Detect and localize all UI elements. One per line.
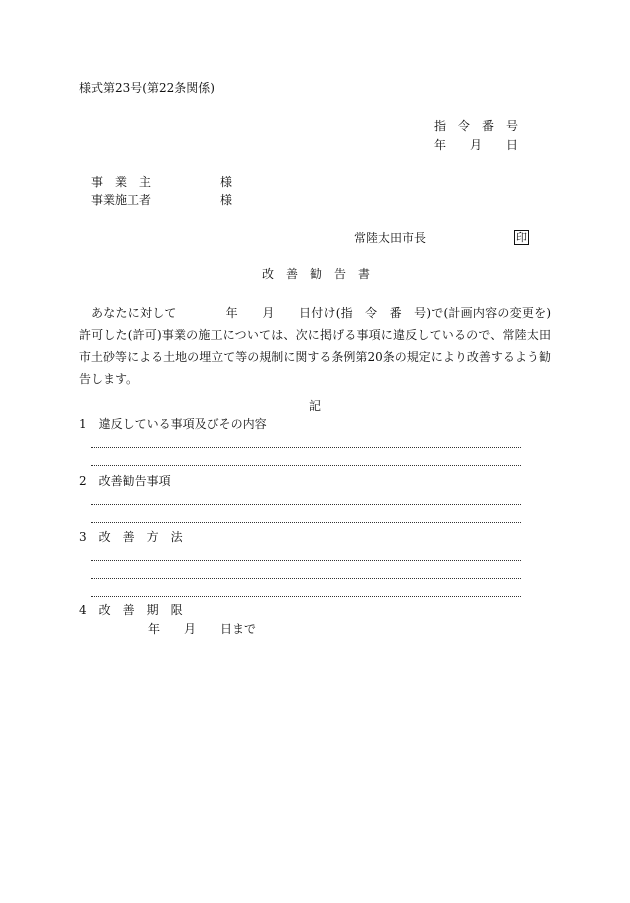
- deadline-date: 年 月 日まで: [148, 622, 257, 636]
- item-4-heading: 4 改 善 期 限: [79, 603, 183, 617]
- ki-heading: 記: [309, 399, 322, 413]
- item-3-line-3: [91, 596, 521, 597]
- form-number: 様式第23号(第22条関係): [79, 81, 215, 95]
- official-seal: [514, 230, 529, 245]
- business-owner-label: 事 業 主: [91, 175, 152, 189]
- contractor-honorific: 様: [220, 193, 233, 207]
- issuer-name: 常陸太田市長: [354, 231, 427, 245]
- item-2-line-2: [91, 522, 521, 523]
- directive-number-label: 指 令 番 号: [434, 119, 519, 133]
- item-2-line-1: [91, 504, 521, 505]
- item-2-heading: 2 改善勧告事項: [79, 474, 171, 488]
- item-1-heading: 1 違反している事項及びその内容: [79, 417, 267, 431]
- business-owner-honorific: 様: [220, 175, 233, 189]
- item-3-line-1: [91, 560, 521, 561]
- item-1-line-1: [91, 447, 521, 448]
- issue-date-label: 年 月 日: [434, 138, 519, 152]
- contractor-label: 事業施工者: [91, 193, 152, 207]
- item-3-line-2: [91, 578, 521, 579]
- document-title: 改 善 勧 告 書: [262, 267, 371, 281]
- body-paragraph: あなたに対して 年 月 日付け(指 令 番 号)で(計画内容の変更を)許可した(許可)事業の施工については、次に掲げる事項に違反しているので、常陸太田市土砂等による土地の埋立て等の規制に関する条例第20条の規定により改善するよう勧告します。: [79, 306, 551, 386]
- seal-mark: 印: [516, 231, 527, 244]
- item-3-heading: 3 改 善 方 法: [79, 530, 183, 544]
- item-1-line-2: [91, 465, 521, 466]
